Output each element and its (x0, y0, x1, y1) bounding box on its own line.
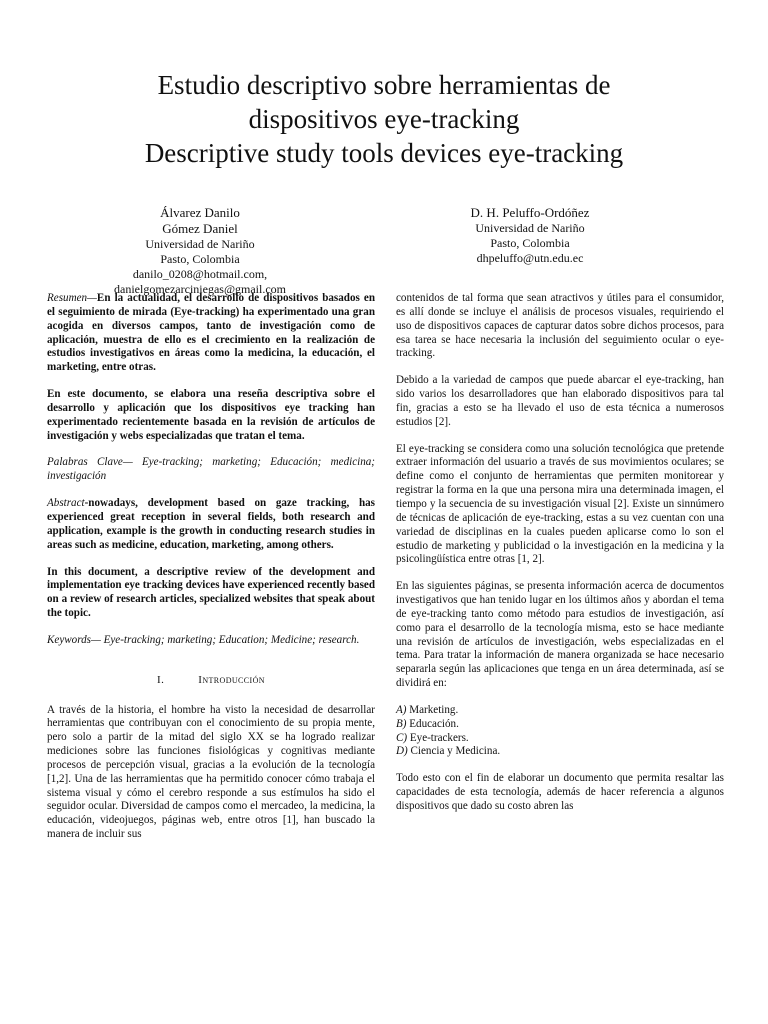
author-name: Álvarez Danilo (160, 205, 240, 220)
author-location: Pasto, Colombia (160, 252, 240, 266)
list-item-text: Marketing. (406, 703, 459, 716)
list-item (396, 732, 724, 746)
list-item (396, 704, 724, 718)
author-affiliation: Universidad de Nariño (145, 237, 255, 251)
list-item (396, 745, 724, 759)
author-email: dhpeluffo@utn.edu.ec (476, 251, 584, 265)
resumen-paragraph (47, 292, 375, 375)
author-name: D. H. Peluffo-Ordóñez (470, 205, 590, 220)
area-list (396, 704, 724, 759)
body-paragraph-1: contenidos de tal forma que sean atractivos y útiles para el consumidor, es allí donde se incluye el análisis de procesos visuales, requiriendo el uso de dispositivos capaces de capturar datos sobre dichos procesos, para esa tarea se hace necesaria la inclusión del seguimiento ocular o eye-tracking. (396, 292, 724, 360)
section-number: I. (157, 673, 165, 686)
title-line-1: Estudio descriptivo sobre herramientas de (157, 70, 611, 100)
palabras-clave: Palabras Clave— Eye-tracking; marketing; Educación; medicina; investigación (47, 456, 375, 483)
paper-title (40, 68, 728, 170)
body-paragraph-4: En las siguientes páginas, se presenta información acerca de documentos investigativos que han tenido lugar en los últimos años y abordan el tema de eye-tracking tanto como método para estudios de investigación, así como para el desarrollo de la tecnología misma, esto se hace mediante una revisión de artículos de investigación, webs especializadas en el tema. Para tratar la información de manera organizada se hace necesario separarla según las aplicaciones que tenga en un área determinada, así se dividirá en: (396, 580, 724, 690)
title-line-2: dispositivos eye-tracking (248, 104, 520, 134)
intro-paragraph-1: A través de la historia, el hombre ha visto la necesidad de desarrollar herramientas que contribuyan con el conocimiento de su propia mente, pero solo a partir de la mitad del siglo XX se ha logrado realizar mediciones sobre las funciones fisiológicas y cognitivas mediante procesos de percepción visual, gracias a la evolución de la tecnología [1,2]. Una de las herramientas que ha permitido conocer cómo trabaja el sistema visual y cómo el cerebro responde a sus estímulos ha sido el seguidor ocular. Diversidad de campos como el mercadeo, la medicina, la educación, videojuegos, páginas web, entre otros [1], han buscado la manera de incluir sus (47, 703, 375, 841)
body-paragraph-3: El eye-tracking se considera como una solución tecnológica que pretende extraer información del usuario a través de sus movimientos oculares; se define como el conjunto de herramientas que permiten monitorear y registrar la forma en la que una persona mira una determinada imagen, el tiempo y la secuencia de su investigación visual [2]. Existe un sinnúmero de técnicas de aplicación de eye-tracking, estas a su vez cuentan con una variedad de disciplinas en la cuales pueden aplicarse como lo son el estudio de marketing y publicidad o la investigación en la medicina y la psicolingüística entre otras [1, 2]. (396, 442, 724, 566)
resumen-text: En la actualidad, el desarrollo de dispositivos basados en el seguimiento de mirada (Eye-tracking) ha experimentado una gran acogida en diversos campos, tanto de investigación como de aplicación, muestra de ello es el crecimiento en la realización de estudios investigativos en áreas como la medicina, la educación, el marketing, entre otras. (47, 292, 375, 374)
author-email: danielgomezarciniegas@gmail.com (114, 282, 286, 296)
list-item-text: Educación. (406, 717, 459, 730)
left-column (47, 292, 375, 855)
body-paragraph-5: Todo esto con el fin de elaborar un documento que permita resaltar las capacidades de esta tecnología, además de hacer referencia a algunos dispositivos que dado su costo abren las (396, 772, 724, 812)
list-item-label: A) (396, 703, 407, 716)
abstract-paragraph-2: In this document, a descriptive review of the development and implementation eye tracking devices have experienced recently based on a review of research articles, specialized websites that speak about the topic. (47, 565, 375, 620)
author-name: Gómez Daniel (162, 221, 238, 236)
abstract-text: -nowadays, development based on gaze tracking, has experienced great reception in several fields, both research and application, example is the growth in conducting research studies in areas such as medicine, education, marketing, among others. (47, 497, 375, 551)
list-item-label: C) (396, 731, 408, 744)
resumen-lead: Resumen— (47, 292, 97, 304)
list-item-text: Eye-trackers. (407, 731, 469, 744)
list-item-label: B) (396, 717, 407, 730)
section-title: Introducción (198, 673, 265, 686)
abstract-lead: Abstract (47, 497, 85, 510)
section-heading (47, 674, 375, 688)
author-block-1 (80, 205, 320, 297)
abstract-paragraph (47, 497, 375, 552)
title-line-3: Descriptive study tools devices eye-tracking (144, 138, 624, 168)
abstract-section (47, 292, 375, 648)
list-item (396, 718, 724, 732)
author-email: danilo_0208@hotmail.com, (132, 267, 268, 281)
author-location: Pasto, Colombia (490, 236, 570, 250)
author-affiliation: Universidad de Nariño (475, 221, 585, 235)
author-block-2 (410, 205, 650, 266)
list-item-label: D) (396, 745, 408, 758)
list-item-text: Ciencia y Medicina. (407, 745, 501, 758)
resumen-paragraph-2: En este documento, se elabora una reseña descriptiva sobre el desarrollo y aplicación que los dispositivos eye tracking han experimentado recientemente basada en la revisión de artículos de investigación y webs especializadas que tratan el tema. (47, 388, 375, 442)
keywords: Keywords— Eye-tracking; marketing; Education; Medicine; research. (47, 633, 360, 646)
body-paragraph-2: Debido a la variedad de campos que puede abarcar el eye-tracking, han sido varios los desarrolladores que han elaborado dispositivos para tal fin, gracias a esto se ha llevado el uso de esta técnica a numerosos estudios [2]. (396, 374, 724, 428)
right-column (396, 292, 724, 827)
